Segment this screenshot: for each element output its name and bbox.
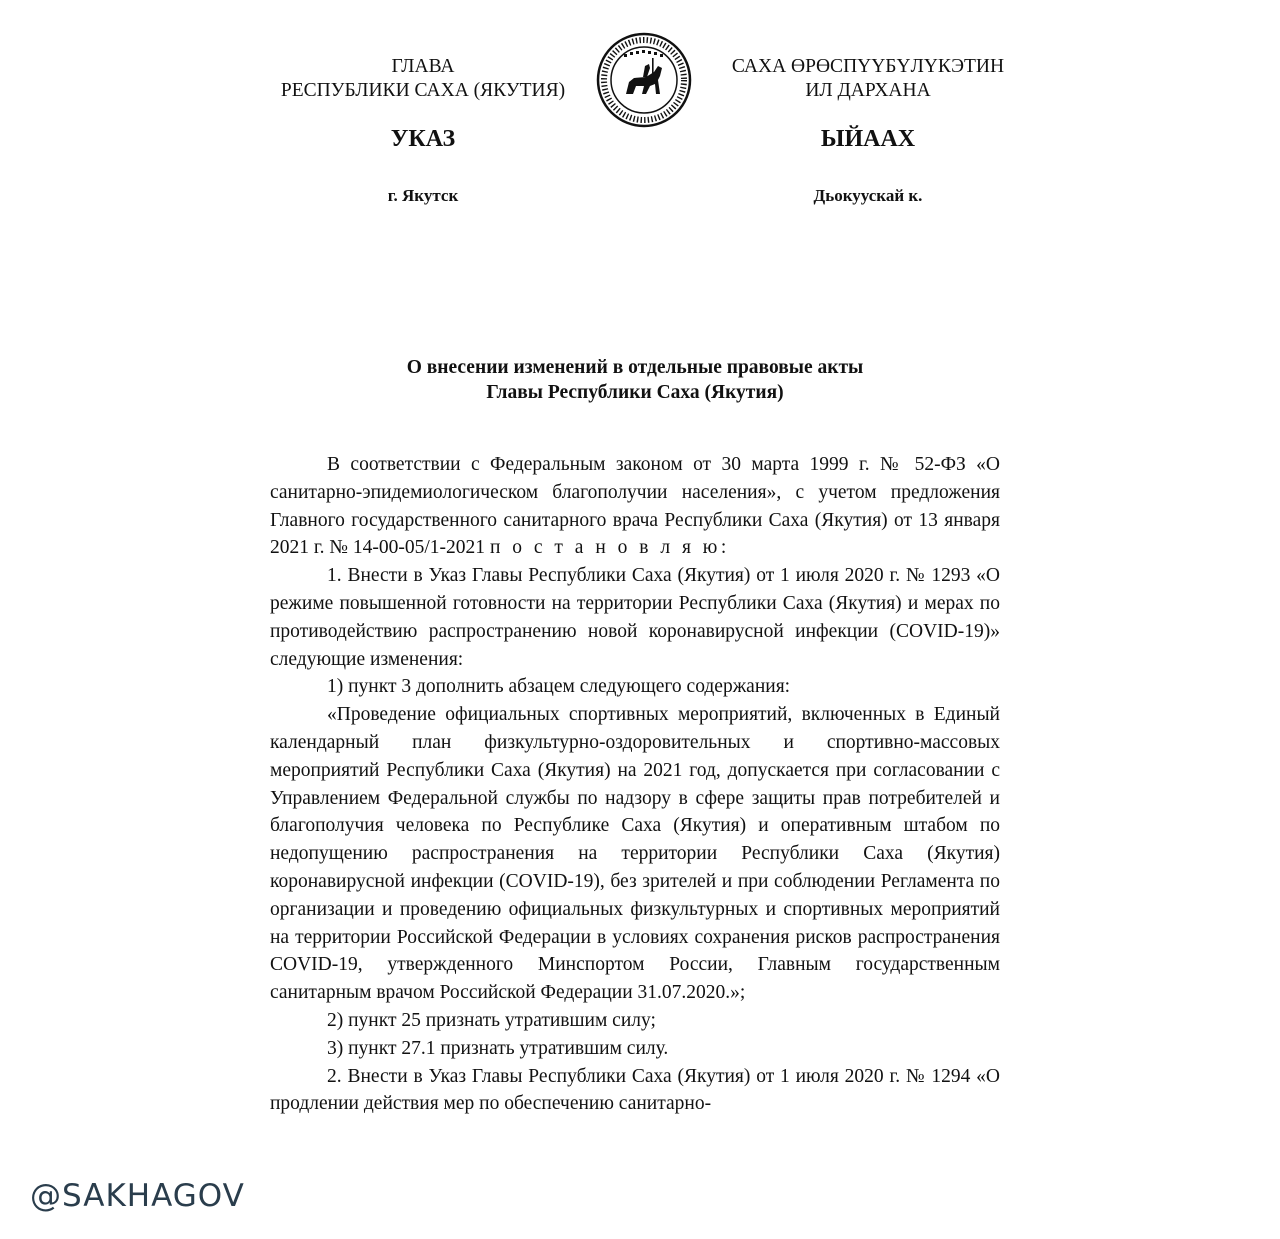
header-left [262,55,584,103]
city-ru: г. Якутск [387,186,459,205]
preamble-text: В соответствии с Федеральным законом от 30 марта 1999 г. № 52-ФЗ «О санитарно-эпидемиологическом благополучии населения», с учетом предложения Главного государственного санитарного врача Республики Саха (Якутия) от 13 января 2021 г. № 14-00-05/1-2021 [270,454,1000,559]
sakhagov-watermark: @SAKHAGOV [30,1178,245,1214]
decree-title-ru: УКАЗ [390,126,456,152]
paragraph-2: 2. Внести в Указ Главы Республики Саха (Якутия) от 1 июля 2020 г. № 1294 «О продлении действия мер по обеспечению санитарно- [270,1065,1000,1115]
decree-title-sakha: ЫЙААХ [820,126,916,152]
document-title [270,355,1000,405]
paragraph-1-1: 1) пункт 3 дополнить абзацем следующего содержания: [327,676,791,698]
sakha-emblem-icon [596,32,692,128]
header-right-line2: ИЛ ДАРХАНА [805,80,931,101]
document-title-line1: О внесении изменений в отдельные правовые акты [406,357,864,378]
paragraph-1-3: 3) пункт 27.1 признать утратившим силу. [327,1037,669,1059]
header-left-line2: РЕСПУБЛИКИ САХА (ЯКУТИЯ) [280,80,566,101]
paragraph-quote: «Проведение официальных спортивных мероприятий, включенных в Единый календарный план физкультурно-оздоровительных и спортивно-массовых мероприятий Республики Саха (Якутия) на 2021 год, допускается при согласовании с Управлением Федеральной службы по надзору в сфере защиты прав потребителей и благополучия человека по Республике Саха (Якутия) и оперативным штабом по недопущению распространения на территории Республики Саха (Якутия) коронавирусной инфекции (COVID-19), без зрителей и при соблюдении Регламента по организации и проведению официальных физкультурных и спортивных мероприятий на территории Российской Федерации в условиях сохранения рисков распространения COVID-19, утвержденного Минспортом России, Главным государственным санитарным врачом Российской Федерации 31.07.2020.»; [270,704,1000,1004]
city-sakha: Дьокуускай к. [813,186,923,205]
document-body [270,451,1000,1118]
preamble-paragraph [270,451,1000,562]
header-right [708,55,1028,103]
paragraph-1-2: 2) пункт 25 признать утратившим силу; [327,1009,656,1031]
document-title-line2: Главы Республики Саха (Якутия) [486,382,784,403]
header-left-line1: ГЛАВА [391,56,455,77]
paragraph-1: 1. Внести в Указ Главы Республики Саха (Якутия) от 1 июля 2020 г. № 1293 «О режиме повышенной готовности на территории Республики Саха (Якутия) и мерах по противодействию распространению новой коронавирусной инфекции (COVID-19)» следующие изменения: [270,565,1000,670]
decree-word: п о с т а н о в л я ю: [489,537,730,559]
header-right-line1: САХА ӨРӨСПҮҮБҮЛҮКЭТИН [731,56,1005,77]
